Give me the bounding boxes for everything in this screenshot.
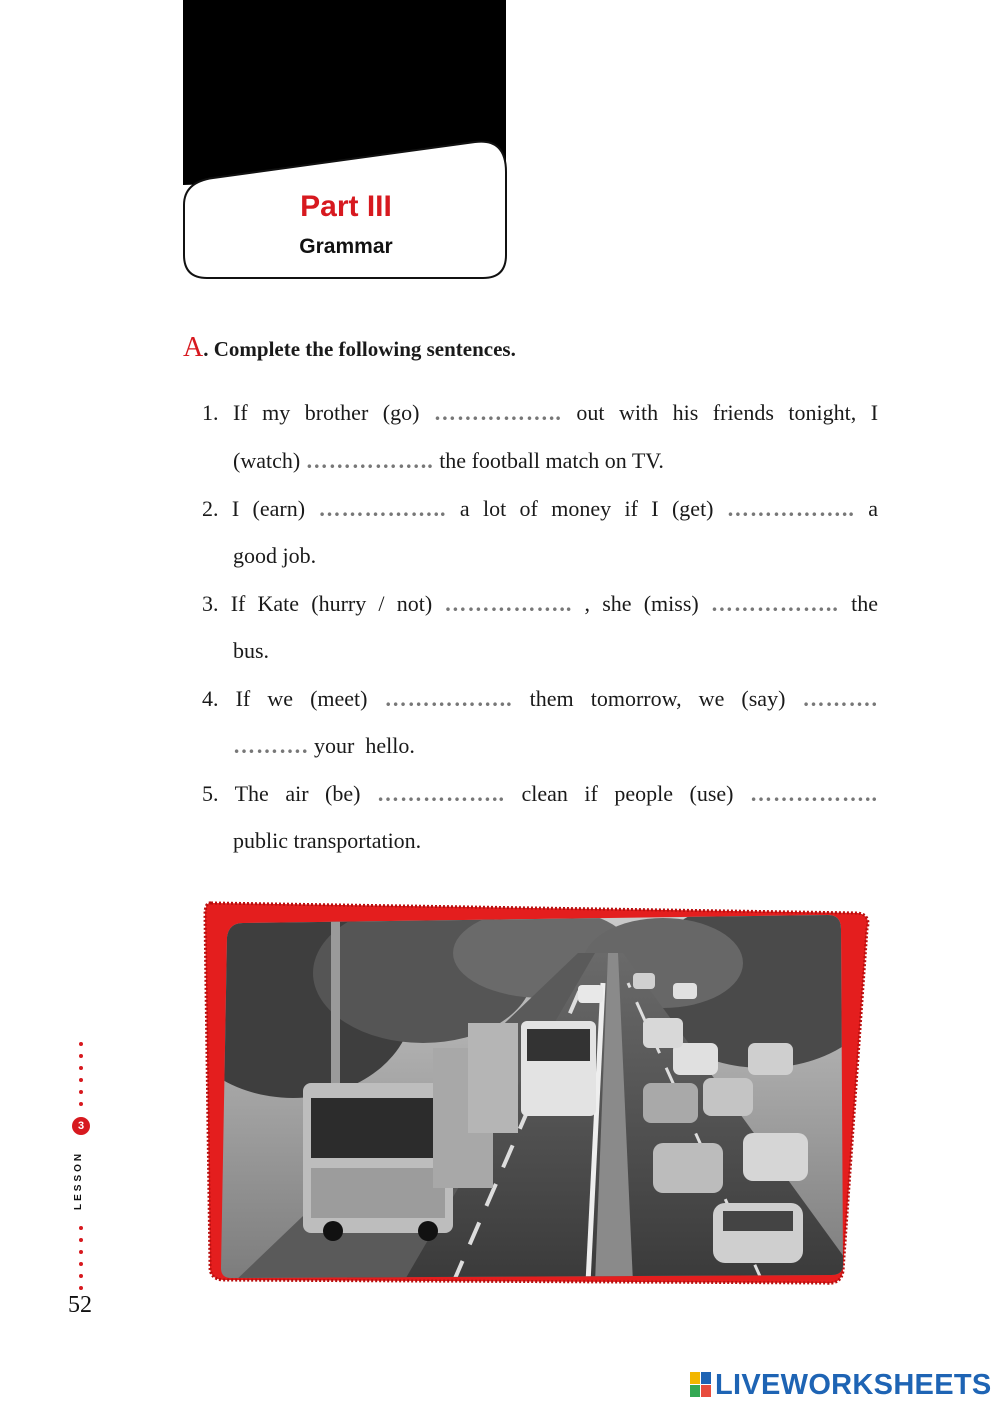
sentence-1-text-a: 1. If my brother (go)	[202, 400, 420, 425]
sentence-2-text-d: good job.	[233, 543, 317, 568]
blank-earn[interactable]: ……………..	[318, 496, 447, 521]
sentence-2-line-1	[202, 494, 878, 524]
blank-use[interactable]: ……………..	[750, 781, 879, 806]
sentence-3-line-1	[202, 589, 878, 619]
marker-dot	[79, 1226, 83, 1230]
sentence-3-text-d: bus.	[233, 638, 270, 663]
sentence-1-text-d: the football match on TV.	[439, 448, 664, 473]
blank-be[interactable]: ……………..	[376, 781, 505, 806]
sentence-2-text-a: 2. I (earn)	[202, 496, 306, 521]
sentence-2-text-c: a	[868, 496, 879, 521]
marker-dot	[79, 1042, 83, 1046]
lesson-marker	[68, 1040, 94, 1290]
blank-say-part-2[interactable]: ……….	[233, 733, 309, 758]
marker-dot	[79, 1078, 83, 1082]
street-traffic-photo	[203, 893, 873, 1290]
sentence-1-line-1	[202, 398, 878, 428]
marker-dot	[79, 1054, 83, 1058]
sentence-3-text-b: , she (miss)	[584, 591, 699, 616]
sentence-4-text-d: your	[314, 733, 355, 758]
part-title: Part III	[300, 190, 392, 223]
part-header	[183, 0, 509, 282]
marker-dot	[79, 1090, 83, 1094]
lesson-label: LESSON	[73, 1150, 84, 1210]
sentence-3-line-2	[233, 636, 878, 666]
lesson-number-badge: 3	[72, 1117, 90, 1135]
marker-dot	[79, 1286, 83, 1290]
blank-watch[interactable]: ……………..	[305, 448, 434, 473]
sentence-3-text-a: 3. If Kate (hurry / not)	[202, 591, 433, 616]
marker-dot	[79, 1238, 83, 1242]
part-subtitle: Grammar	[299, 235, 393, 258]
sentence-4-text-b: them tomorrow, we (say)	[529, 686, 786, 711]
sentence-2-text-b: a lot of money if I (get)	[459, 496, 714, 521]
blank-hurry-not[interactable]: ……………..	[444, 591, 573, 616]
page-number: 52	[68, 1292, 92, 1318]
marker-dot	[79, 1066, 83, 1070]
sentence-5-text-b: clean if people (use)	[521, 781, 734, 806]
marker-dot	[79, 1102, 83, 1106]
marker-dot	[79, 1250, 83, 1254]
sentence-5-line-1	[202, 779, 878, 809]
section-heading	[183, 332, 516, 364]
sentence-1-text-c: (watch)	[233, 448, 301, 473]
marker-dot	[79, 1274, 83, 1278]
marker-dot	[79, 1262, 83, 1266]
liveworksheets-icon	[690, 1372, 712, 1398]
blank-miss[interactable]: ……………..	[710, 591, 839, 616]
brand-logo[interactable]	[690, 1367, 992, 1403]
sentence-3-text-c: the	[851, 591, 878, 616]
sentence-1-text-b: out with his friends tonight, I	[576, 400, 879, 425]
street-traffic-image	[203, 893, 873, 1290]
blank-meet[interactable]: ……………..	[384, 686, 513, 711]
sentence-4-text-e: hello.	[365, 733, 415, 758]
section-letter: A	[183, 332, 204, 363]
sentence-1-line-2	[233, 446, 878, 476]
sentence-5-text-c: public transportation.	[233, 828, 422, 853]
brand-name: LIVEWORKSHEETS	[715, 1368, 992, 1401]
sentence-4-text-a: 4. If we (meet)	[202, 686, 368, 711]
blank-get[interactable]: ……………..	[726, 496, 855, 521]
blank-say-part-1[interactable]: ……….	[802, 686, 878, 711]
blank-go[interactable]: ……………..	[433, 400, 562, 425]
sentence-5-text-a: 5. The air (be)	[202, 781, 361, 806]
sentence-4-line-1	[202, 684, 878, 714]
section-instruction: . Complete the following sentences.	[203, 337, 516, 361]
sentence-2-line-2	[233, 541, 878, 571]
sentence-4-line-2	[233, 731, 878, 761]
sentence-5-line-2	[233, 826, 878, 856]
